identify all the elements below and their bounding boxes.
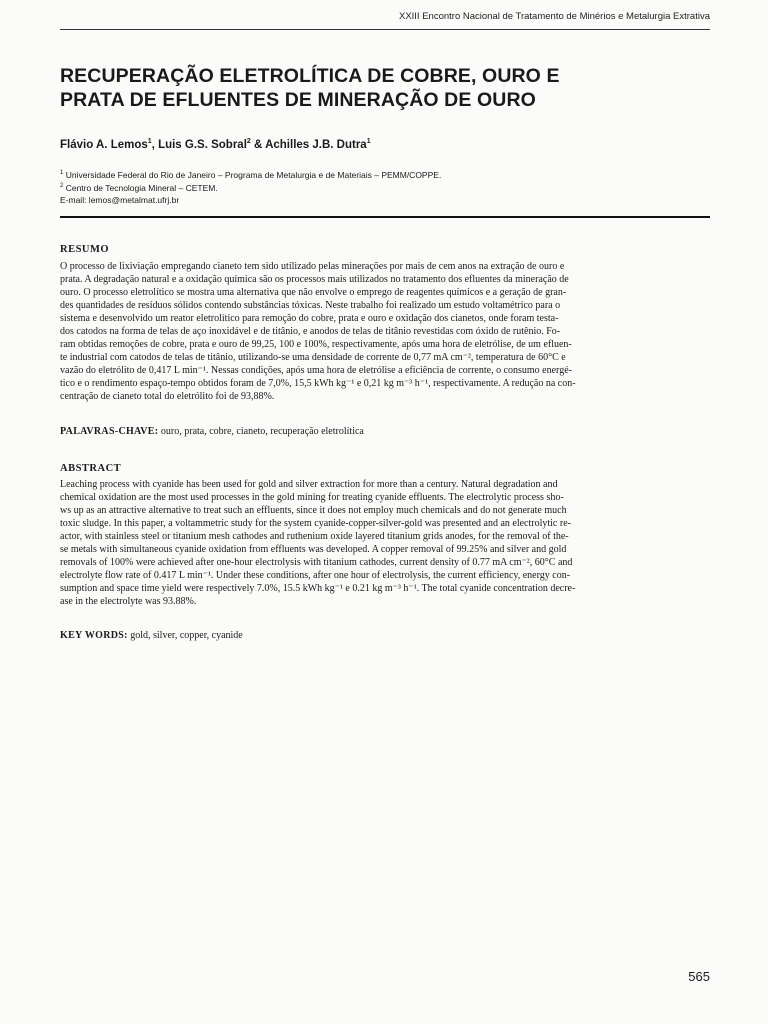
text-line: tico e o rendimento espaço-tempo obtidos foram de 7,0%, 15,5 kWh kg⁻¹ e 0,21 kg m⁻³ h⁻¹, respectivamente. A redução na con- bbox=[60, 378, 576, 389]
title-line: RECUPERAÇÃO ELETROLÍTICA DE COBRE, OURO E bbox=[60, 65, 560, 87]
affil-mark: 1 bbox=[60, 170, 64, 176]
text-line: ram obtidas remoções de cobre, prata e ouro de 99,25, 100 e 100%, respectivamente, após uma hora de eletrólise, de um efluen- bbox=[60, 339, 572, 350]
palavras-chave-text: ouro, prata, cobre, cianeto, recuperação eletrolítica bbox=[158, 426, 364, 437]
text-line: ws up as an attractive alternative to treat such an effluents, since it does not employ much chemicals and do not generate much bbox=[60, 505, 567, 516]
author-affil-mark: 1 bbox=[366, 138, 371, 145]
text-line: des quantidades de resíduos sólidos contendo substâncias tóxicas. Neste trabalho foi realizado um estudo voltamétrico para o bbox=[60, 300, 561, 311]
affiliation-line bbox=[60, 181, 710, 194]
text-line: removals of 100% were achieved after one-hour electrolysis with titanium cathodes, current density of 0.77 mA cm⁻², 60°C and bbox=[60, 557, 573, 568]
author-separator: , bbox=[151, 138, 159, 151]
author-separator: & bbox=[250, 138, 266, 151]
abstract-body bbox=[60, 478, 712, 608]
text-line: vazão do eletrólito de 0,417 L min⁻¹. Nessas condições, após uma hora de eletrólise a eficiência de corrente, o consumo energé- bbox=[60, 365, 572, 376]
affil-mark: 2 bbox=[60, 183, 64, 190]
text-line: se metals with simultaneous cyanide oxidation from effluents was developed. A copper removal of 99.25% and silver and gold bbox=[60, 544, 567, 555]
page-number: 565 bbox=[688, 969, 710, 984]
text-line: toxic sludge. In this paper, a voltammetric study for the system cyanide-copper-silver-gold was presented and an electrolytic re- bbox=[60, 518, 571, 529]
text-line: chemical oxidation are the most used processes in the gold mining for treating cyanide effluents. The electrolytic process sho- bbox=[60, 492, 564, 503]
text-line: Leaching process with cyanide has been used for gold and silver extraction for more than a century. Natural degradation and bbox=[60, 479, 558, 490]
text-line: sumption and space time yield were respectively 7.0%, 15.5 kWh kg⁻¹ e 0.21 kg m⁻³ h⁻¹. The total cyanide concentration decre- bbox=[60, 583, 576, 594]
key-words-text: gold, silver, copper, cyanide bbox=[127, 630, 243, 641]
author-affil-mark: 1 bbox=[147, 138, 152, 145]
email-text: E-mail: lemos@metalmat.ufrj.br bbox=[60, 194, 180, 205]
key-words-label: KEY WORDS: bbox=[60, 630, 128, 641]
palavras-chave-label: PALAVRAS-CHAVE: bbox=[60, 426, 159, 437]
text-line: actor, with stainless steel or titanium mesh cathodes and ruthenium oxide layered titanium grids anodes, for the removal of the- bbox=[60, 531, 569, 542]
text-line: prata. A degradação natural e a oxidação química são os processos mais utilizados no tratamento dos efluentes da mineração de bbox=[60, 274, 569, 285]
text-line: ase in the electrolyte was 93.88%. bbox=[60, 596, 197, 607]
affiliations bbox=[60, 168, 710, 206]
affil-text: Centro de Tecnologia Mineral – CETEM. bbox=[63, 183, 218, 194]
resumo-heading: RESUMO bbox=[60, 244, 110, 255]
author-name: Luis G.S. Sobral bbox=[158, 138, 247, 151]
palavras-chave bbox=[60, 426, 710, 437]
running-header: XXIII Encontro Nacional de Tratamento de Minérios e Metalurgia Extrativa bbox=[398, 11, 710, 22]
text-line: ouro. O processo eletrolítico se mostra uma alternativa que não envolve o emprego de reagentes químicos e a geração de gran- bbox=[60, 287, 567, 298]
affiliation-line bbox=[60, 168, 710, 181]
header-rule bbox=[60, 29, 710, 30]
text-line: O processo de lixiviação empregando cianeto tem sido utilizado pelas minerações por mais de cem anos na extração de ouro e bbox=[60, 261, 565, 272]
text-line: te industrial com catodos de telas de titânio, utilizando-se uma densidade de corrente de 0,77 mA cm⁻², temperatura de 60°C e bbox=[60, 352, 566, 363]
text-line: centração de cianeto total do eletrólito foi de 93,88%. bbox=[60, 391, 275, 402]
text-line: dos catodos na forma de telas de aço inoxidável e de titânio, e anodos de telas de titânio revestidas com óxido de rutênio. Fo- bbox=[60, 326, 561, 337]
abstract-heading: ABSTRACT bbox=[60, 463, 122, 474]
text-line: sistema e desenvolvido um reator eletrolítico para remoção do cobre, prata e ouro e oxidação dos cianetos, onde foram testa- bbox=[60, 313, 559, 324]
author-name: Achilles J.B. Dutra bbox=[265, 138, 367, 151]
text-line: electrolyte flow rate of 0.417 L min⁻¹. Under these conditions, after one hour of electrolysis, the current efficiency, energy con- bbox=[60, 570, 571, 581]
key-words bbox=[60, 630, 710, 641]
section-divider bbox=[60, 216, 710, 218]
title-line: PRATA DE EFLUENTES DE MINERAÇÃO DE OURO bbox=[60, 89, 536, 111]
author-name: Flávio A. Lemos bbox=[60, 138, 148, 151]
affil-text: Universidade Federal do Rio de Janeiro – Programa de Metalurgia e de Materiais – PEMM/COPPE. bbox=[63, 169, 442, 180]
paper-title bbox=[60, 64, 710, 112]
resumo-body bbox=[60, 260, 712, 403]
author-list bbox=[60, 138, 710, 151]
author-affil-mark: 2 bbox=[246, 138, 251, 145]
email-line bbox=[60, 195, 710, 207]
